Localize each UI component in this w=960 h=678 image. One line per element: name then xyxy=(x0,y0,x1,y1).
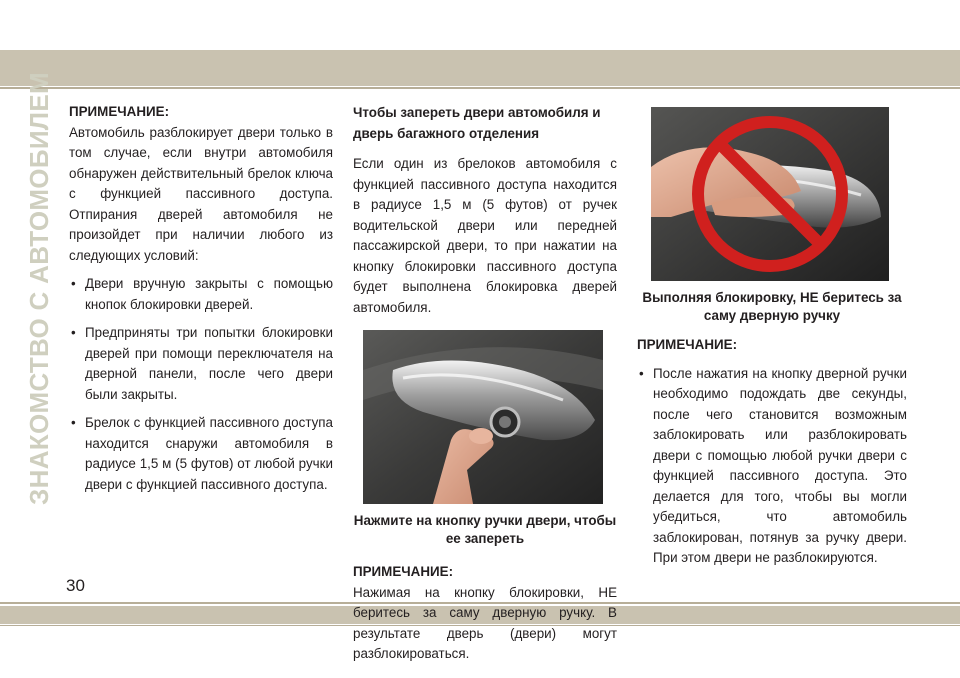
note-paragraph: Нажимая на кнопку блокировки, НЕ беритесь за саму дверную ручку. В результате дверь (двери) могут разблокироваться. xyxy=(353,584,617,661)
door-handle-illustration xyxy=(363,330,603,504)
column-1 xyxy=(69,102,333,495)
side-title-text: ЗНАКОМСТВО С АВТОМОБИЛЕМ xyxy=(23,71,54,505)
column-3 xyxy=(637,102,907,569)
list-item: • Предприняты три попытки блокировки дверей при помощи переключателя на дверной панели, после чего двери были закрыты. xyxy=(69,323,333,405)
figure-caption: Нажмите на кнопку ручки двери, чтобы ее запереть xyxy=(353,513,617,546)
list-item: • После нажатия на кнопку дверной ручки необходимо подождать две секунды, после чего становится возможным заблокировать или разблокировать двери с помощью любой ручки двери с функцией пассивного доступа. Это делается для того, чтобы вы могли убедиться, что автомобиль заблокирован, потянув за ручку двери. При этом двери не разблокируются. xyxy=(637,364,907,569)
figure-caption: Выполняя блокировку, НЕ беритесь за саму дверную ручку xyxy=(642,290,902,323)
list-item: • Брелок с функцией пассивного доступа находится снаружи автомобиля в радиусе 1,5 м (5 футов) от любой ручки двери с функцией пассивного доступа. xyxy=(69,413,333,495)
prohibited-grab-illustration xyxy=(651,107,889,281)
door-handle-press-photo xyxy=(363,330,603,504)
body-paragraph: Если один из брелоков автомобиля с функцией пассивного доступа находится в радиусе 1,5 м (5 футов) от ручек водительской двери или передней пассажирской двери, то при нажатии на кнопку блокировки пассивного доступа будет выполнена блокировка дверей автомобиля. xyxy=(353,156,617,315)
header-rule xyxy=(0,87,960,89)
section-side-title xyxy=(22,71,56,505)
note-heading: ПРИМЕЧАНИЕ: xyxy=(637,337,738,352)
section-heading: Чтобы запереть двери автомобиля и дверь багажного отделения xyxy=(353,105,601,141)
note-paragraph: Автомобиль разблокирует двери только в том случае, если внутри автомобиля обнаружен действительный брелок ключа с функцией пассивного доступа. Отпирания дверей автомобиля не произойдет при наличии любого из следующих условий: xyxy=(69,124,333,263)
note-heading: ПРИМЕЧАНИЕ: xyxy=(69,104,170,119)
note-list xyxy=(637,364,907,569)
door-handle-grab-prohibited-photo xyxy=(651,107,889,281)
page-number: 30 xyxy=(66,576,85,595)
note-heading: ПРИМЕЧАНИЕ: xyxy=(353,564,454,579)
column-2 xyxy=(353,103,617,665)
header-band xyxy=(0,50,960,86)
list-item: • Двери вручную закрыты с помощью кнопок блокировки дверей. xyxy=(69,274,333,315)
conditions-list xyxy=(69,274,333,495)
